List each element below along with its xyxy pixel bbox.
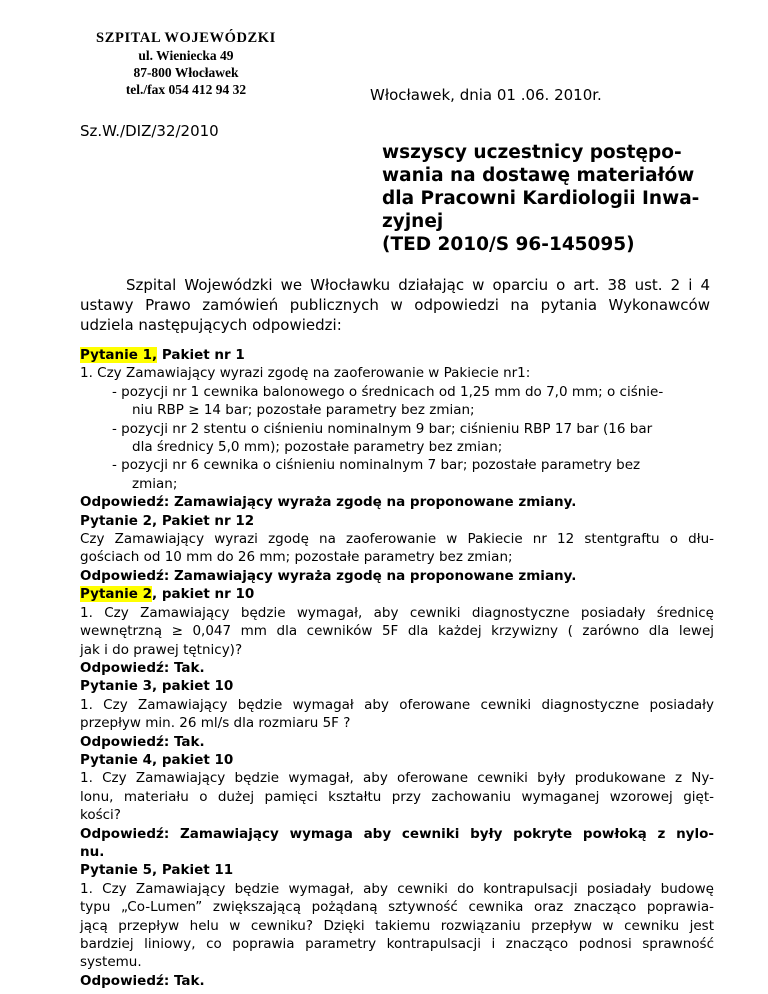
question-5-text: systemu. bbox=[80, 954, 142, 971]
question-4-text: 1. Czy Zamawiający będzie wymagał, aby oferowane cewniki były produkowane z Ny- bbox=[80, 770, 714, 787]
question-2a-text: Czy Zamawiający wyrazi zgodę na zaoferowanie w Pakiecie nr 12 stentgraftu o dłu- bbox=[80, 531, 714, 548]
question-3-heading: Pytanie 3, pakiet 10 bbox=[80, 678, 234, 695]
hospital-name: SZPITAL WOJEWÓDZKI bbox=[96, 30, 276, 46]
question-5-heading: Pytanie 5, Pakiet 11 bbox=[80, 862, 234, 879]
intro-text: Szpital Wojewódzki we Włocławku działając w oparciu o art. 38 ust. 2 i 4 ustawy Prawo zamówień publicznych w odpowiedzi na pytania Wykonawców udziela następujących odpowiedzi: bbox=[80, 276, 710, 334]
recipient-block bbox=[382, 141, 702, 256]
date-line: Włocławek, dnia 01 .06. 2010r. bbox=[370, 86, 602, 104]
question-5-text: typu „Co-Lumen” zwiększającą pożądaną sztywność cewnika oraz znacząco poprawia- bbox=[80, 899, 714, 916]
question-2b-text: jak i do prawej tętnicy)? bbox=[80, 641, 243, 658]
question-1-item: - pozycji nr 2 stentu o ciśnieniu nominalnym 9 bar; ciśnieniu RBP 17 bar (16 bar bbox=[112, 420, 653, 437]
question-2a-text: gościach od 10 mm do 26 mm; pozostałe parametry bez zmian; bbox=[80, 549, 513, 566]
intro-paragraph bbox=[80, 275, 710, 335]
question-1-item-cont: zmian; bbox=[132, 475, 178, 492]
recipient-line: wszyscy uczestnicy postępo- bbox=[382, 142, 682, 163]
question-1-intro: 1. Czy Zamawiający wyrazi zgodę na zaoferowanie w Pakiecie nr1: bbox=[80, 365, 531, 382]
question-1-item: - pozycji nr 1 cewnika balonowego o średnicach od 1,25 mm do 7,0 mm; o ciśnie- bbox=[112, 383, 664, 400]
question-4-text: lonu, materiału o dużej pamięci kształtu przy zachowaniu wymaganej wzorowej gięt- bbox=[80, 788, 714, 805]
question-1-packet: Pakiet nr 1 bbox=[157, 347, 245, 363]
question-2b-label: Pytanie 2 bbox=[80, 586, 152, 603]
hospital-city: 87-800 Włocławek bbox=[133, 65, 239, 80]
question-5-text: 1. Czy Zamawiający będzie wymagał, aby cewniki do kontrapulsacji posiadały budowę bbox=[80, 880, 714, 897]
letterhead bbox=[86, 30, 286, 98]
question-3-text: 1. Czy Zamawiający będzie wymagał aby oferowane cewniki diagnostyczne posiadały bbox=[80, 696, 714, 713]
answer-3: Odpowiedź: Tak. bbox=[80, 733, 205, 750]
question-1-item-cont: dla średnicy 5,0 mm); pozostałe parametry bez zmian; bbox=[132, 439, 503, 456]
question-2a-heading: Pytanie 2, Pakiet nr 12 bbox=[80, 512, 255, 529]
recipient-line: zyjnej bbox=[382, 211, 444, 232]
answer-4-cont: nu. bbox=[80, 843, 105, 860]
question-5-text: jącą przepływ helu w cewniku? Dzięki takiemu rozwiązaniu przepływ w cewniku jest bbox=[80, 917, 714, 934]
question-1-item: - pozycji nr 6 cewnika o ciśnieniu nominalnym 7 bar; pozostałe parametry bez bbox=[112, 457, 641, 474]
question-1-heading bbox=[80, 346, 714, 364]
question-1-label: Pytanie 1, bbox=[80, 347, 158, 363]
question-2b-text: 1. Czy Zamawiający będzie wymagał, aby cewniki diagnostyczne posiadały średnicę bbox=[80, 604, 714, 621]
question-2b-packet: , pakiet nr 10 bbox=[152, 586, 255, 603]
question-2b-text: wewnętrzną ≥ 0,047 mm dla cewników 5F dla każdej krzywizny ( zarówno dla lewej bbox=[80, 623, 714, 640]
question-4-heading: Pytanie 4, pakiet 10 bbox=[80, 751, 234, 768]
question-1-item-cont: niu RBP ≥ 14 bar; pozostałe parametry bez zmian; bbox=[132, 402, 475, 419]
recipient-line: dla Pracowni Kardiologii Inwa- bbox=[382, 188, 700, 209]
recipient-line: (TED 2010/S 96-145095) bbox=[382, 234, 635, 255]
answer-4: Odpowiedź: Zamawiający wymaga aby cewniki były pokryte powłoką z nylo- bbox=[80, 825, 714, 842]
questions-answers bbox=[80, 346, 714, 990]
hospital-phone: tel./fax 054 412 94 32 bbox=[125, 82, 247, 97]
answer-2b: Odpowiedź: Tak. bbox=[80, 659, 205, 676]
answer-1: Odpowiedź: Zamawiający wyraża zgodę na proponowane zmiany. bbox=[80, 494, 577, 511]
recipient-line: wania na dostawę materiałów bbox=[382, 165, 695, 186]
question-3-text: przepływ min. 26 ml/s dla rozmiaru 5F ? bbox=[80, 715, 351, 732]
answer-5: Odpowiedź: Tak. bbox=[80, 972, 205, 989]
question-2b-heading bbox=[80, 585, 714, 603]
reference-number: Sz.W./DIZ/32/2010 bbox=[80, 122, 219, 140]
question-5-text: bardziej liniowy, co poprawia parametry kontrapulsacji i znacząco podnosi sprawność bbox=[80, 936, 714, 952]
answer-2a: Odpowiedź: Zamawiający wyraża zgodę na proponowane zmiany. bbox=[80, 567, 577, 584]
hospital-street: ul. Wieniecka 49 bbox=[138, 48, 234, 63]
question-4-text: kości? bbox=[80, 807, 121, 824]
